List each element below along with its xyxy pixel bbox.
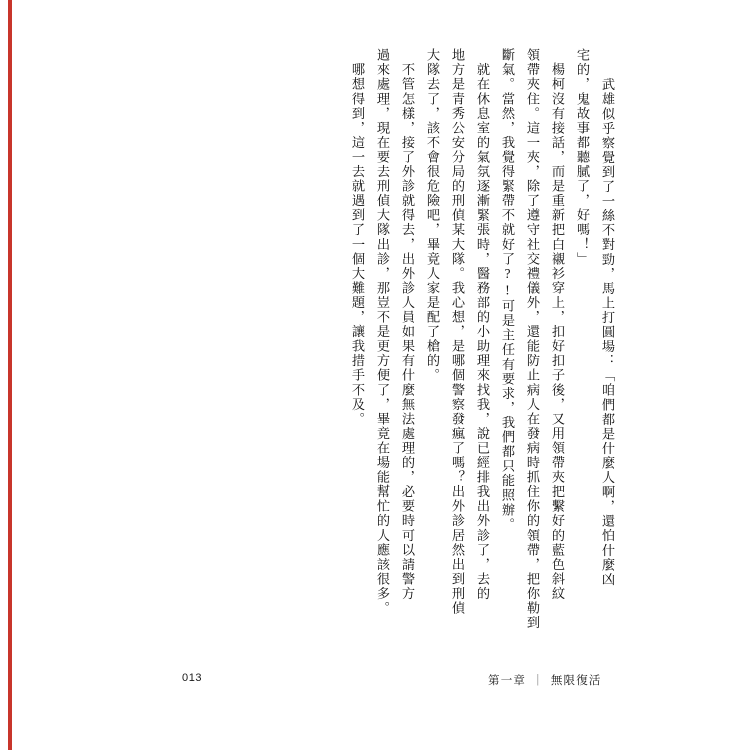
text-column: 領帶夾住。這一夾，除了遵守社交禮儀外，還能防止病人在發病時抓住你的領帶，把你勒到 <box>525 48 540 630</box>
page-body-text <box>168 48 620 638</box>
text-column: 楊柯沒有接話，而是重新把白襯衫穿上，扣好扣子後，又用領帶夾把繫好的藍色斜紋 <box>550 48 565 601</box>
text-column: 武雄似乎察覺到了一絲不對勁，馬上打圓場：「咱們都是什麼人啊，還怕什麼凶 <box>600 63 615 587</box>
text-column: 大隊去了，該不會很危險吧，畢竟人家是配了槍的。 <box>425 48 440 383</box>
running-head-separator: ｜ <box>532 675 545 687</box>
text-column: 宅的，鬼故事都聽膩了，好嗎！」 <box>575 48 590 267</box>
text-column: 斷氣。當然，我覺得緊帶不就好了?!可是主任有要求，我們都只能照辦。 <box>500 48 515 532</box>
page-footer <box>0 672 750 692</box>
text-column: 不管怎樣，接了外診就得去，出外診人員如果有什麼無法處理的，必要時可以請警方 <box>400 48 415 601</box>
text-column: 哪想得到，這一去就遇到了一個大難題，讓我措手不及。 <box>350 48 365 427</box>
text-column: 過來處理，現在要去刑偵大隊出診，那豈不是更方便了，畢竟在場能幫忙的人應該很多。 <box>375 48 390 616</box>
text-column: 就在休息室的氣氛逐漸緊張時，醫務部的小助理來找我，說已經排我出外診了，去的 <box>475 48 490 601</box>
running-head-chapter: 第一章 <box>488 675 527 687</box>
page-number: 013 <box>182 672 203 684</box>
left-accent-rule <box>8 0 12 750</box>
running-head <box>488 672 602 688</box>
text-column: 地方是青秀公安分局的刑偵某大隊。我心想，是哪個警察發瘋了嗎？出外診居然出到刑偵 <box>450 48 465 616</box>
running-head-title: 無限復活 <box>550 675 602 687</box>
